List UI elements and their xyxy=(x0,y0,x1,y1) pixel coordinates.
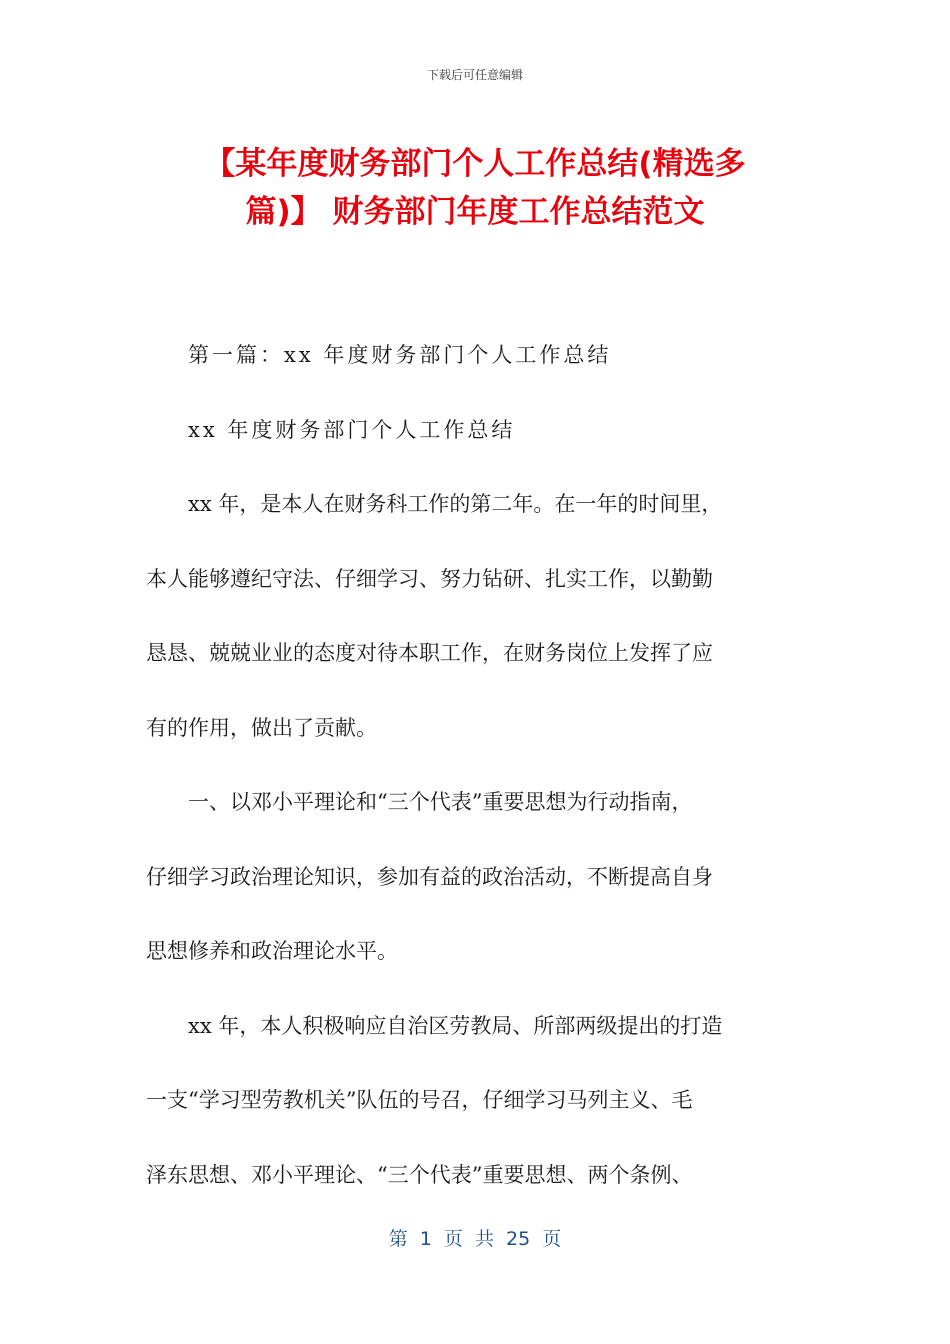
paragraph-line: 有的作用，做出了贡献。 xyxy=(146,715,377,740)
title-line-2: 篇)】 财务部门年度工作总结范文 xyxy=(245,194,705,230)
paragraph-line: 思想修养和政治理论水平。 xyxy=(146,939,398,963)
total-pages: 25 xyxy=(506,1228,531,1250)
paragraph-3 xyxy=(146,989,806,1213)
paragraph-line: 一支“学习型劳教机关”队伍的号召，仔细学习马列主义、毛 xyxy=(146,1088,693,1112)
footer-suffix: 页 xyxy=(542,1228,562,1250)
paragraph-line: 本人能够遵纪守法、仔细学习、努力钻研、扎实工作，以勤勤 xyxy=(146,566,713,591)
paragraph-2 xyxy=(146,765,806,989)
page-footer xyxy=(0,1224,950,1251)
paragraph-1 xyxy=(146,467,806,765)
paragraph-line: 一、以邓小平理论和“三个代表”重要思想为行动指南， xyxy=(188,790,693,814)
current-page-number: 1 xyxy=(419,1228,432,1250)
footer-prefix: 第 xyxy=(388,1228,408,1250)
footer-mid: 页 共 xyxy=(443,1228,494,1250)
paragraph-line: xx 年，是本人在财务科工作的第二年。在一年的时间里， xyxy=(188,492,723,516)
title-line-1: 【某年度财务部门个人工作总结(精选多 xyxy=(204,146,746,182)
paragraph-line: 恳恳、兢兢业业的态度对待本职工作，在财务岗位上发挥了应 xyxy=(146,641,713,665)
paragraph-line: 泽东思想、邓小平理论、“三个代表”重要思想、两个条例、 xyxy=(146,1162,693,1187)
section-heading: 第一篇：xx 年度财务部门个人工作总结 xyxy=(188,343,612,367)
paragraph-line: 仔细学习政治理论知识，参加有益的政治活动，不断提高自身 xyxy=(146,864,713,889)
document-title xyxy=(150,140,800,236)
paragraph-line: xx 年，本人积极响应自治区劳教局、所部两级提出的打造 xyxy=(188,1013,723,1038)
header-note: 下载后可任意编辑 xyxy=(426,68,523,82)
section-subheading: xx 年度财务部门个人工作总结 xyxy=(188,417,516,442)
document-body xyxy=(146,318,806,1212)
